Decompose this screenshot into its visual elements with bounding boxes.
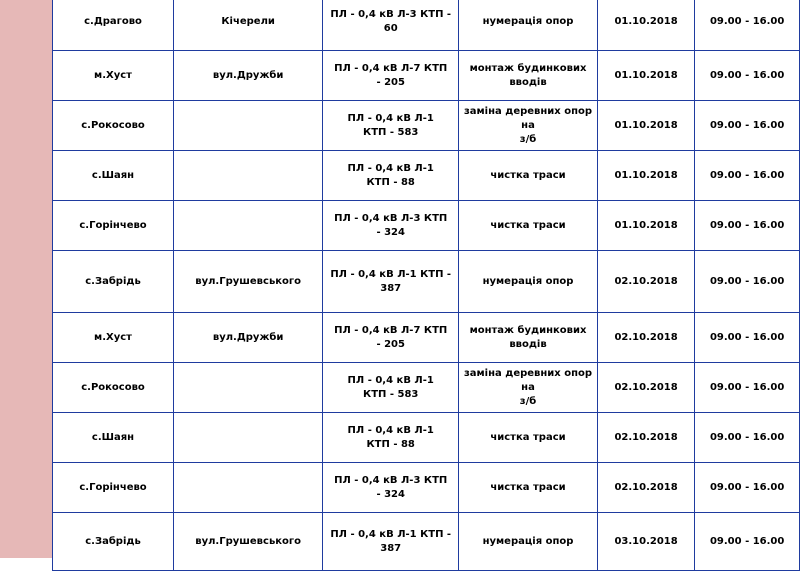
time-cell: 09.00 - 16.00: [695, 0, 800, 51]
power-line-cell: ПЛ - 0,4 кВ Л-1 КТП - 88: [323, 151, 459, 201]
power-line-cell: ПЛ - 0,4 кВ Л-3 КТП - 60: [323, 0, 459, 51]
table-row: [53, 101, 800, 151]
row-header-strip: [0, 0, 52, 558]
power-line-cell: ПЛ - 0,4 кВ Л-7 КТП - 205: [323, 51, 459, 101]
time-cell: 09.00 - 16.00: [695, 251, 800, 313]
date-cell: 02.10.2018: [597, 313, 694, 363]
street-cell: [174, 101, 323, 151]
street-cell: вул.Дружби: [174, 313, 323, 363]
work-type-cell: чистка траси: [459, 151, 598, 201]
village-cell: с.Шаян: [53, 151, 174, 201]
work-type-cell: чистка траси: [459, 201, 598, 251]
street-cell: [174, 363, 323, 413]
power-line-cell: ПЛ - 0,4 кВ Л-1 КТП - 583: [323, 101, 459, 151]
work-type-cell: заміна деревних опор на з/б: [459, 363, 598, 413]
street-cell: Кічерели: [174, 0, 323, 51]
table-row: [53, 463, 800, 513]
date-cell: 01.10.2018: [597, 151, 694, 201]
date-cell: 02.10.2018: [597, 251, 694, 313]
village-cell: с.Забрідь: [53, 513, 174, 571]
village-cell: с.Шаян: [53, 413, 174, 463]
work-type-cell: нумерація опор: [459, 251, 598, 313]
power-line-cell: ПЛ - 0,4 кВ Л-3 КТП - 324: [323, 201, 459, 251]
street-cell: [174, 413, 323, 463]
outage-schedule-table: [52, 0, 800, 571]
time-cell: 09.00 - 16.00: [695, 201, 800, 251]
power-line-cell: ПЛ - 0,4 кВ Л-1 КТП - 88: [323, 413, 459, 463]
time-cell: 09.00 - 16.00: [695, 413, 800, 463]
work-type-cell: чистка траси: [459, 413, 598, 463]
table-row: [53, 513, 800, 571]
table-row: [53, 201, 800, 251]
street-cell: вул.Грушевського: [174, 513, 323, 571]
power-line-cell: ПЛ - 0,4 кВ Л-1 КТП - 387: [323, 513, 459, 571]
date-cell: 01.10.2018: [597, 0, 694, 51]
street-cell: [174, 151, 323, 201]
village-cell: с.Драгово: [53, 0, 174, 51]
village-cell: м.Хуст: [53, 313, 174, 363]
date-cell: 03.10.2018: [597, 513, 694, 571]
work-type-cell: нумерація опор: [459, 0, 598, 51]
table-row: [53, 151, 800, 201]
time-cell: 09.00 - 16.00: [695, 463, 800, 513]
village-cell: м.Хуст: [53, 51, 174, 101]
date-cell: 02.10.2018: [597, 463, 694, 513]
street-cell: вул.Грушевського: [174, 251, 323, 313]
date-cell: 02.10.2018: [597, 413, 694, 463]
table-row: [53, 363, 800, 413]
work-type-cell: монтаж будинкових вводів: [459, 51, 598, 101]
village-cell: с.Забрідь: [53, 251, 174, 313]
time-cell: 09.00 - 16.00: [695, 51, 800, 101]
table-row: [53, 0, 800, 51]
work-type-cell: чистка траси: [459, 463, 598, 513]
village-cell: с.Горінчево: [53, 201, 174, 251]
time-cell: 09.00 - 16.00: [695, 101, 800, 151]
village-cell: с.Рокосово: [53, 101, 174, 151]
date-cell: 01.10.2018: [597, 201, 694, 251]
street-cell: [174, 463, 323, 513]
time-cell: 09.00 - 16.00: [695, 513, 800, 571]
street-cell: вул.Дружби: [174, 51, 323, 101]
power-line-cell: ПЛ - 0,4 кВ Л-3 КТП - 324: [323, 463, 459, 513]
table-row: [53, 413, 800, 463]
power-line-cell: ПЛ - 0,4 кВ Л-7 КТП - 205: [323, 313, 459, 363]
table-row: [53, 251, 800, 313]
work-type-cell: монтаж будинкових вводів: [459, 313, 598, 363]
table-row: [53, 51, 800, 101]
time-cell: 09.00 - 16.00: [695, 151, 800, 201]
street-cell: [174, 201, 323, 251]
village-cell: с.Горінчево: [53, 463, 174, 513]
date-cell: 01.10.2018: [597, 51, 694, 101]
work-type-cell: нумерація опор: [459, 513, 598, 571]
date-cell: 01.10.2018: [597, 101, 694, 151]
power-line-cell: ПЛ - 0,4 кВ Л-1 КТП - 387: [323, 251, 459, 313]
date-cell: 02.10.2018: [597, 363, 694, 413]
time-cell: 09.00 - 16.00: [695, 313, 800, 363]
village-cell: с.Рокосово: [53, 363, 174, 413]
table-row: [53, 313, 800, 363]
work-type-cell: заміна деревних опор на з/б: [459, 101, 598, 151]
power-line-cell: ПЛ - 0,4 кВ Л-1 КТП - 583: [323, 363, 459, 413]
time-cell: 09.00 - 16.00: [695, 363, 800, 413]
